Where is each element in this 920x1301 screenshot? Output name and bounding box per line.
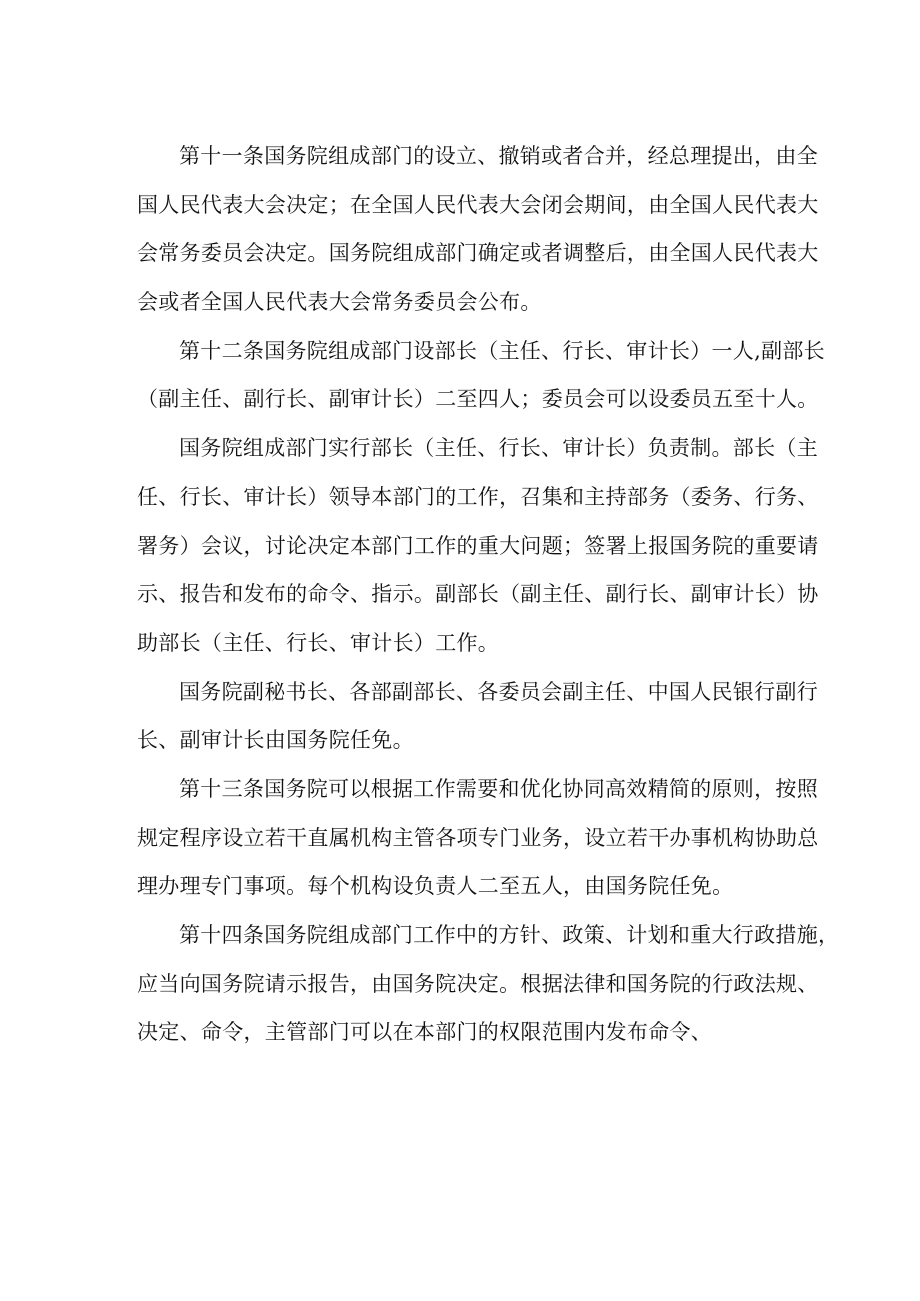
- paragraph-line: 长、副审计长由国务院任免。: [137, 728, 414, 753]
- paragraph-line: 署务）会议，讨论决定本部门工作的重大问题；签署上报国务院的重要请: [137, 533, 819, 558]
- document-body: [137, 132, 840, 1057]
- minister-responsibility-paragraph: [137, 424, 819, 667]
- paragraph-line: 规定程序设立若干直属机构主管各项专门业务，设立若干办事机构协助总: [137, 825, 819, 850]
- paragraph-line: 示、报告和发布的命令、指示。副部长（副主任、副行长、副审计长）协: [137, 582, 819, 607]
- paragraph-line: 会或者全国人民代表大会常务委员会公布。: [137, 290, 542, 315]
- paragraph-line: 助部长（主任、行长、审计长）工作。: [137, 630, 500, 655]
- appointment-paragraph: [137, 668, 818, 765]
- paragraph-line: 国务院副秘书长、各部副部长、各委员会副主任、中国人民银行副行: [179, 679, 818, 704]
- paragraph-line: 第十四条国务院组成部门工作中的方针、政策、计划和重大行政措施，: [179, 923, 840, 947]
- article-14-paragraph: [137, 911, 840, 1057]
- paragraph-line: 会常务委员会决定。国务院组成部门确定或者调整后，由全国人民代表大: [137, 241, 819, 266]
- paragraph-line: 第十一条国务院组成部门的设立、撤销或者合并，经总理提出，由全: [179, 144, 818, 168]
- article-12-paragraph: [137, 327, 825, 424]
- paragraph-line: （副主任、副行长、副审计长）二至四人；委员会可以设委员五至十人。: [137, 387, 819, 412]
- article-13-paragraph: [137, 765, 819, 911]
- paragraph-line: 应当向国务院请示报告，由国务院决定。根据法律和国务院的行政法规、: [137, 971, 819, 996]
- paragraph-line: 决定、命令，主管部门可以在本部门的权限范围内发布命令、: [137, 1020, 713, 1045]
- paragraph-line: 理办理专门事项。每个机构设负责人二至五人，由国务院任免。: [137, 874, 734, 899]
- paragraph-line: 国人民代表大会决定；在全国人民代表大会闭会期间，由全国人民代表大: [137, 192, 819, 217]
- article-11-paragraph: [137, 132, 819, 327]
- paragraph-line: 国务院组成部门实行部长（主任、行长、审计长）负责制。部长（主: [179, 436, 818, 461]
- paragraph-line: 第十二条国务院组成部门设部长（主任、行长、审计长）一人,副部长: [179, 338, 825, 363]
- paragraph-line: 第十三条国务院可以根据工作需要和优化协同高效精简的原则，按照: [179, 776, 818, 801]
- paragraph-line: 任、行长、审计长）领导本部门的工作，召集和主持部务（委务、行务、: [137, 484, 819, 509]
